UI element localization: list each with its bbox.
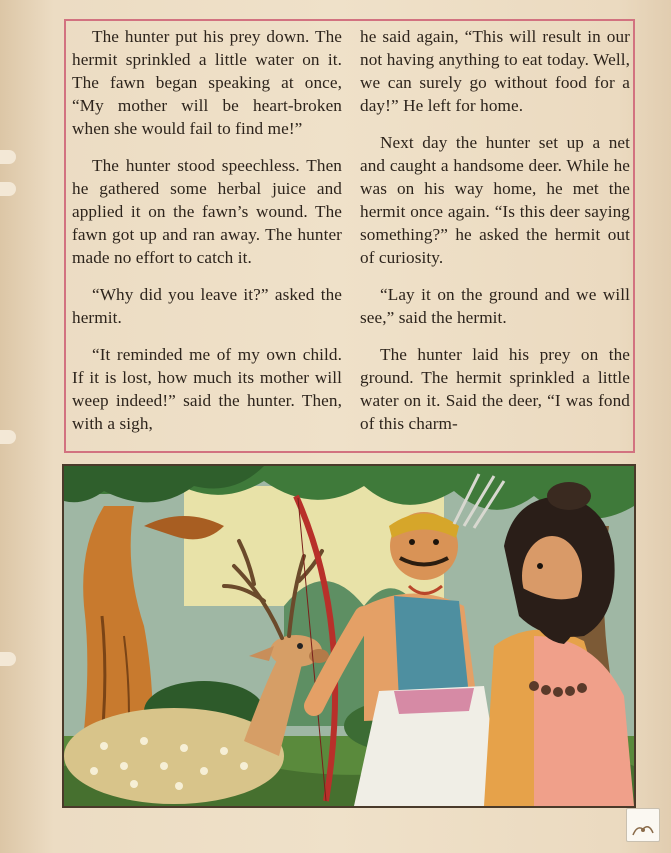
paragraph: “It reminded me of my own child. If it is lost, how much its mother will weep indeed!” said the hunter. Then, with a sigh, <box>72 345 342 433</box>
paragraph: “Why did you leave it?” asked the hermit. <box>72 285 342 327</box>
illustration-svg <box>64 466 634 806</box>
paragraph: The hunter put his prey down. The hermit sprinkled a little water on it. The fawn began speaking at once, “My mother will be heart-broken when she would fail to find me!” <box>72 27 342 138</box>
story-illustration <box>62 464 636 808</box>
page-edge-tear <box>0 182 16 196</box>
paragraph: “Lay it on the ground and we will see,” said the hermit. <box>360 285 630 327</box>
page-edge-tear <box>0 430 16 444</box>
paragraph: Next day the hunter set up a net and caught a handsome deer. While he was on his way home, he met the hermit once again. “Is this deer saying something?” he asked the hermit out of curiosity. <box>360 133 630 267</box>
story-text-frame <box>64 19 635 453</box>
watermark-logo <box>626 808 660 842</box>
paragraph: The hunter laid his prey on the ground. The hermit sprinkled a little water on it. Said the deer, “I was fond of this charm- <box>360 345 630 433</box>
logo-icon <box>631 821 655 839</box>
paragraph: he said again, “This will result in our not having anything to eat today. Well, we can surely go without food for a day!” He left for home. <box>360 27 630 115</box>
right-text-column <box>360 25 630 449</box>
left-text-column <box>72 25 342 449</box>
page-edge-tear <box>0 652 16 666</box>
page-edge-tear <box>0 150 16 164</box>
paragraph: The hunter stood speechless. Then he gathered some herbal juice and applied it on the fawn’s wound. The fawn got up and ran away. The hunter made no effort to catch it. <box>72 156 342 267</box>
